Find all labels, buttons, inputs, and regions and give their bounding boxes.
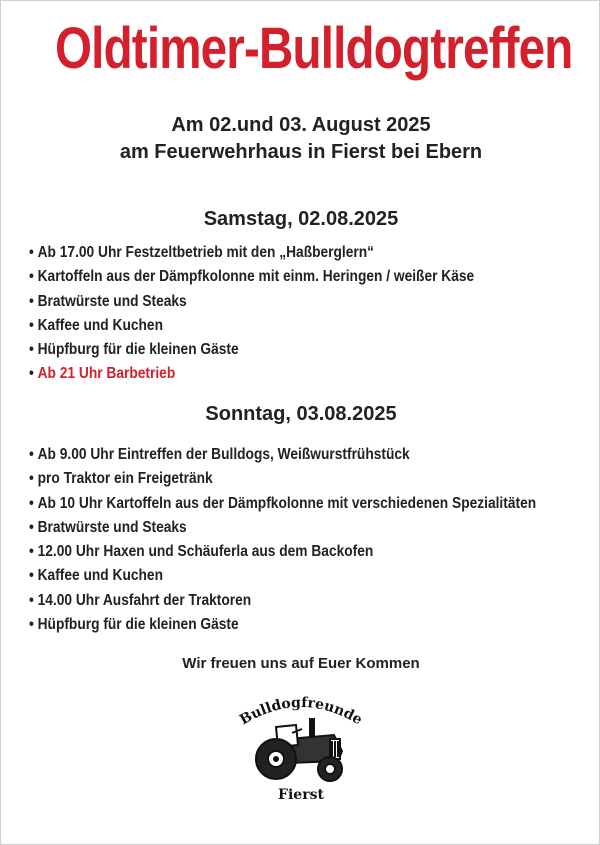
page-title: Oldtimer-Bulldogtreffen xyxy=(55,16,573,81)
bullet-icon: • xyxy=(29,518,34,536)
event-dates: Am 02.und 03. August 2025 xyxy=(171,114,431,136)
bullet-icon: • xyxy=(29,494,34,512)
bullet-icon: • xyxy=(29,268,34,286)
list-item: • Bratwürste und Steaks xyxy=(29,290,474,314)
list-item: • Kaffee und Kuchen xyxy=(29,314,474,338)
club-logo xyxy=(226,689,376,809)
bullet-icon: • xyxy=(29,616,34,634)
list-item: • Hüpfburg für die kleinen Gäste xyxy=(29,613,536,637)
bullet-icon: • xyxy=(29,316,34,334)
logo-bottom-text: Fierst xyxy=(278,787,324,803)
list-item: • 12.00 Uhr Haxen und Schäuferla aus dem Backofen xyxy=(29,540,536,564)
bullet-icon: • xyxy=(29,567,34,585)
bullet-icon: • xyxy=(29,292,34,310)
bullet-icon: • xyxy=(29,365,34,383)
list-item: • Ab 9.00 Uhr Eintreffen der Bulldogs, Weißwurstfrühstück xyxy=(29,443,536,467)
list-item: • Ab 17.00 Uhr Festzeltbetrieb mit den „Haßberglern“ xyxy=(29,241,474,265)
bullet-icon: • xyxy=(29,244,34,261)
bullet-icon: • xyxy=(29,543,34,561)
list-item: • Ab 10 Uhr Kartoffeln aus der Dämpfkolonne mit verschiedenen Spezialitäten xyxy=(29,492,536,516)
list-item: • 14.00 Uhr Ausfahrt der Traktoren xyxy=(29,589,536,613)
list-item: • Kartoffeln aus der Dämpfkolonne mit einm. Heringen / weißer Käse xyxy=(29,265,474,289)
bullet-icon: • xyxy=(29,446,34,463)
list-item: • Kaffee und Kuchen xyxy=(29,564,536,588)
tractor-icon xyxy=(226,689,376,789)
list-item: • pro Traktor ein Freigetränk xyxy=(29,467,536,491)
day2-program-list xyxy=(29,443,600,637)
list-item: • Bratwürste und Steaks xyxy=(29,516,536,540)
day2-heading: Sonntag, 03.08.2025 xyxy=(205,403,397,425)
day1-program-list xyxy=(29,241,547,387)
event-location: am Feuerwehrhaus in Fierst bei Ebern xyxy=(119,141,483,163)
list-item-highlight: • Ab 21 Uhr Barbetrieb xyxy=(29,362,474,386)
logo-top-text: Bulldogfreunde xyxy=(237,694,365,729)
bullet-icon: • xyxy=(29,591,34,609)
bullet-icon: • xyxy=(29,341,34,359)
day1-heading: Samstag, 02.08.2025 xyxy=(203,208,399,230)
list-item: • Hüpfburg für die kleinen Gäste xyxy=(29,338,474,362)
bullet-icon: • xyxy=(29,470,34,488)
closing-message: Wir freuen uns auf Euer Kommen xyxy=(182,655,420,672)
